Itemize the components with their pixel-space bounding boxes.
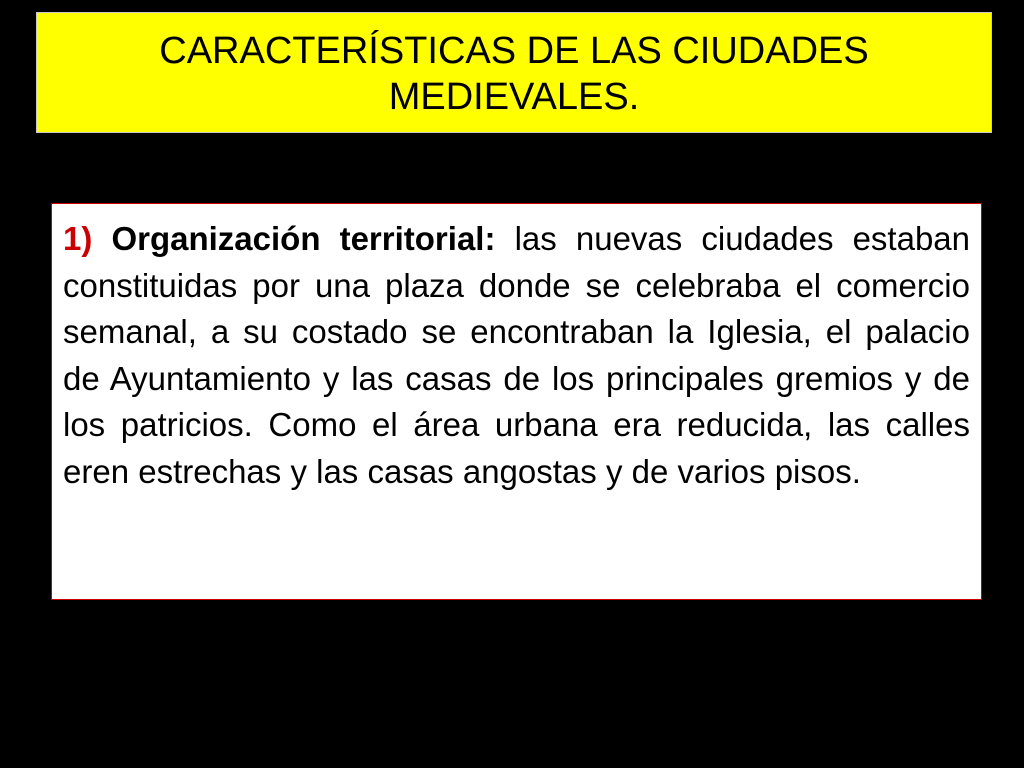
point-term: Organización territorial:: [111, 220, 496, 257]
point-paragraph: [63, 216, 970, 495]
slide-title: CARACTERÍSTICAS DE LAS CIUDADES MEDIEVALES.: [159, 29, 869, 118]
content-box: [51, 203, 982, 600]
point-body: las nuevas ciudades estaban constituidas por una plaza donde se celebraba el comercio semanal, a su costado se encontraban la Iglesia, el palacio de Ayuntamiento y las casas de los principales gremios y de los patricios. Como el área urbana era reducida, las calles eren estrechas y las casas angostas y de varios pisos.: [63, 220, 971, 490]
title-box: [36, 12, 992, 133]
point-number: 1): [63, 220, 93, 257]
